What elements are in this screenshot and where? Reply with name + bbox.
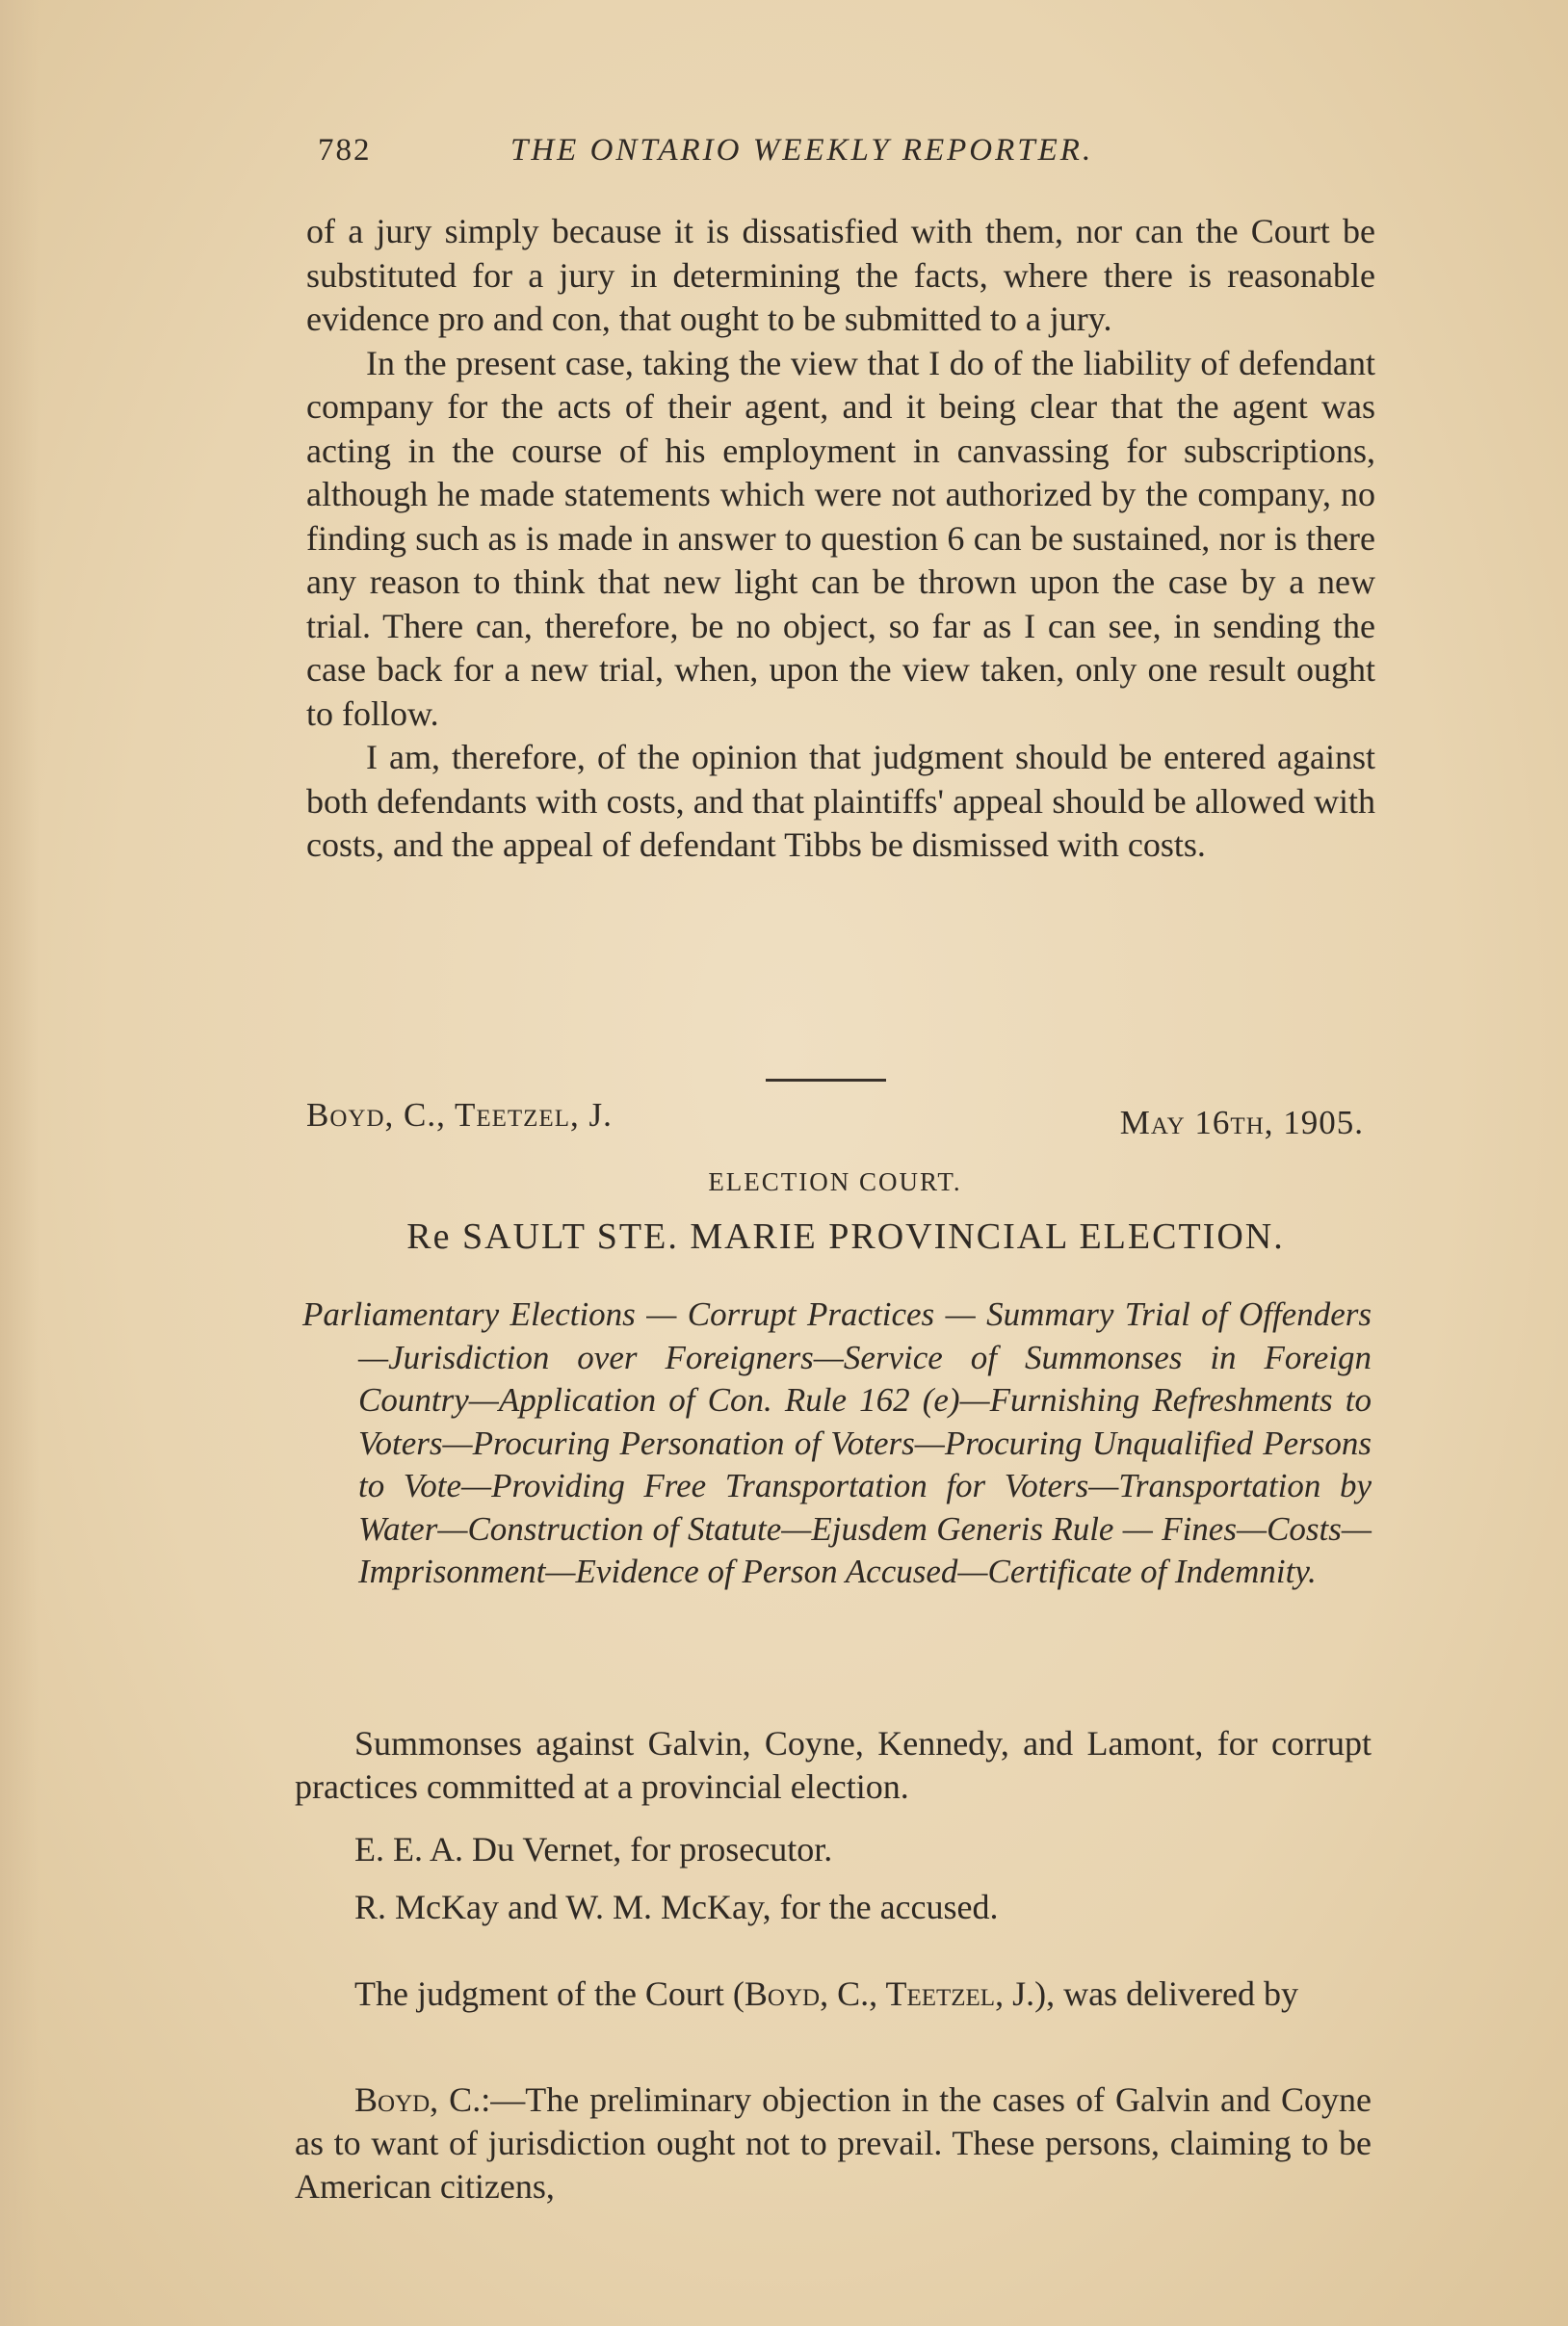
case-summary: Summonses against Galvin, Coyne, Kennedy, and Lamont, for corrupt practices committed at a provincial election.: [295, 1724, 1372, 1806]
judgment-intro: [295, 1973, 1372, 2016]
page-header: [318, 133, 1204, 181]
opinion-start-text: :—The preliminary objection in the cases of Galvin and Coyne as to want of jurisdiction ought not to prevail. These persons, claiming to be American citizens,: [295, 2080, 1372, 2206]
section-divider: [766, 1079, 886, 1082]
court-name: ELECTION COURT.: [708, 1167, 962, 1196]
opinion-start: [295, 2078, 1372, 2208]
case-date: May 16th, 1905.: [1119, 1104, 1364, 1141]
opinion-start-block: [295, 2078, 1372, 2208]
paragraph-continuation: of a jury simply because it is dissatisfied with them, nor can the Court be substituted for a jury in determining the facts, where there is reasonable evidence pro and con, that ought to be submitted to a jury.: [306, 212, 1375, 338]
previous-opinion-text: [306, 210, 1375, 868]
page-edge-shadow: [0, 0, 39, 2326]
case-title: Re SAULT STE. MARIE PROVINCIAL ELECTION.: [406, 1216, 1285, 1257]
counsel-prosecutor: E. E. A. Du Vernet, for prosecutor.: [354, 1830, 833, 1869]
paragraph-present-case: In the present case, taking the view that I do of the liability of defendant company for the acts of their agent, and it being clear that the agent was acting in the course of his employment in canvassing for subscriptions, although he made statements which were not authorized by the company, no finding such as is made in answer to question 6 can be sustained, nor is there any reason to think that new light can be thrown upon the case by a new trial. There can, therefore, be no object, so far as I can see, in sending the case back for a new trial, when, upon the view taken, only one result ought to follow.: [306, 343, 1375, 733]
judgment-intro-block: [295, 1973, 1372, 2016]
headnote-catchwords: Parliamentary Elections — Corrupt Practices — Summary Trial of Offenders—Jurisdiction over Foreigners—Service of Summonses in Foreign Country—Application of Con. Rule 162 (e)—Furnishing Refreshments to Voters—Procuring Personation of Voters—Procuring Unqualified Persons to Vote—Providing Free Transportation for Voters—Transportation by Water—Construction of Statute—Ejusdem Generis Rule — Fines—Costs—Imprisonment—Evidence of Person Accused—Certificate of Indemnity.: [302, 1295, 1372, 1590]
running-title: THE ONTARIO WEEKLY REPORTER.: [510, 133, 1094, 168]
paragraph-conclusion: I am, therefore, of the opinion that judgment should be entered against both defendants with costs, and that plaintiffs' appeal should be allowed with costs, and the appeal of defendant Tibbs be dismissed with costs.: [306, 738, 1375, 864]
judgment-intro-judges: Boyd, C., Teetzel, J.: [744, 1974, 1035, 2013]
opinion-speaker: Boyd, C.: [354, 2080, 482, 2119]
judgment-intro-a: The judgment of the Court (: [354, 1974, 745, 2013]
case-judges: Boyd, C., Teetzel, J.: [306, 1096, 613, 1134]
counsel-accused: R. McKay and W. M. McKay, for the accused.: [354, 1888, 999, 1926]
page-number: 782: [318, 133, 372, 168]
counsel-prosecutor-block: [295, 1828, 1372, 1871]
case-summary-block: [295, 1722, 1372, 1809]
counsel-accused-block: [295, 1886, 1372, 1929]
judgment-intro-b: ), was delivered by: [1034, 1974, 1298, 2013]
